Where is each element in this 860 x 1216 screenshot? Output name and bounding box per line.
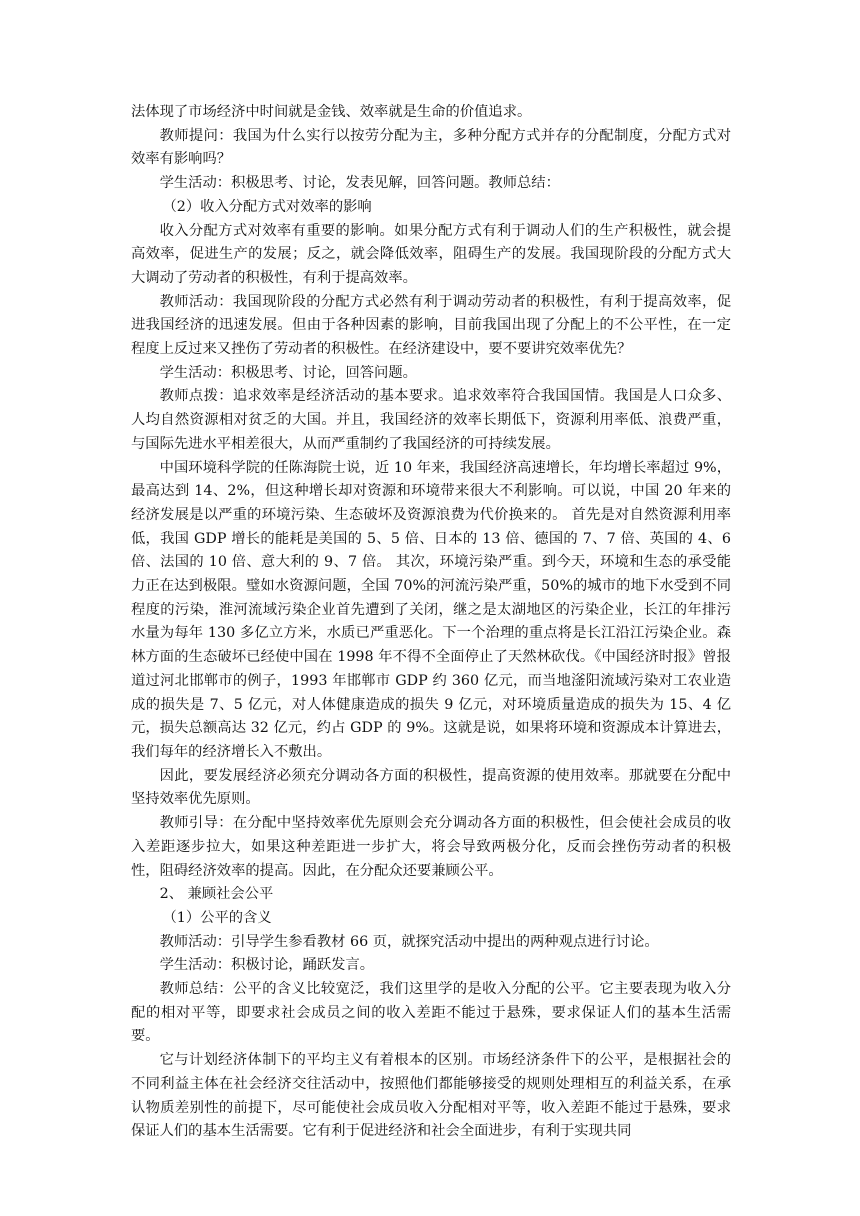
paragraph-10: 因此，要发展经济必须充分调动各方面的积极性，提高资源的使用效率。那就要在分配中坚持效率优先原则。 [131, 767, 731, 808]
paragraph-2: 教师提问：我国为什么实行以按劳分配为主，多种分配方式并存的分配制度，分配方式对效率有影响吗？ [131, 127, 731, 168]
subheading-2: （2）收入分配方式对效率的影响 [162, 198, 372, 215]
paragraph-15: 学生活动：积极讨论，踊跃发言。 [159, 957, 375, 974]
paragraph-3: 学生活动：积极思考、讨论，发表见解，回答问题。教师总结： [159, 175, 560, 192]
document-page [131, 101, 731, 1144]
paragraph-9: 中国环境科学院的任陈海院士说，近 10 年来，我国经济高速增长，年均增长率超过 9%，最高达到 14、2%，但这种增长却对资源和环境带来很大不利影响。可以说，中国 20 年来的经济发展是以严重的环境污染、生态破坏及资源浪费为代价换来的。 首先是对自然资源利用率低，我国 GDP 增长的能耗是美国的 5、5 倍、日本的 13 倍、德国的 7、7 倍、英国的 4、6 倍、法国的 10 倍、意大利的 9、7 倍。 其次，环境污染严重。到今天，环境和生态的承受能力正在达到极限。璧如水资源问题，全国 70%的河流污染严重，50%的城市的地下水受到不同程度的污染，淮河流域污染企业首先遭到了关闭，继之是太湖地区的污染企业，长江的年排污水量为每年 130 多亿立方米，水质已严重恶化。下一个治理的重点将是长江沿江污染企业。森林方面的生态破坏已经使中国在 1998 年不得不全面停止了天然林砍伐。《中国经济时报》曾报道过河北邯郸市的例子，1993 年邯郸市 GDP 约 360 亿元，而当地滏阳流域污染对工农业造成的损失是 7、5 亿元，对人体健康造成的损失 9 亿元，对环境质量造成的损失为 15、4 亿元，损失总额高达 32 亿元，约占 GDP 的 9%。这就是说，如果将环境和资源成本计算进去，我们每年的经济增长入不敷出。 [131, 459, 731, 760]
paragraph-1: 法体现了市场经济中时间就是金钱、效率就是生命的价值追求。 [131, 104, 532, 120]
paragraph-7: 学生活动：积极思考、讨论，回答问题。 [159, 364, 417, 381]
subheading-1: （1）公平的含义 [162, 909, 272, 926]
paragraph-8: 教师点拨：追求效率是经济活动的基本要求。追求效率符合我国国情。我国是人口众多、人均自然资源相对贫乏的大国。并且，我国经济的效率长期低下，资源利用率低、浪费严重，与国际先进水平相差很大，从而严重制约了我国经济的可持续发展。 [131, 388, 731, 452]
section-heading-2: 2、 兼顾社会公平 [159, 886, 274, 903]
paragraph-6: 教师活动：我国现阶段的分配方式必然有利于调动劳动者的积极性，有利于提高效率，促进我国经济的迅速发展。但由于各种因素的影响，目前我国出现了分配上的不公平性，在一定程度上反过来又挫伤了劳动者的积极性。在经济建设中，要不要讲究效率优先？ [131, 293, 731, 358]
paragraph-11: 教师引导：在分配中坚持效率优先原则会充分调动各方面的积极性，但会使社会成员的收入差距逐步拉大，如果这种差距进一步扩大，将会导致两极分化，反而会挫伤劳动者的积极性，阻碍经济效率的提高。因此，在分配众还要兼顾公平。 [131, 815, 731, 879]
paragraph-5: 收入分配方式对效率有重要的影响。如果分配方式有利于调动人们的生产积极性，就会提高效率，促进生产的发展；反之，就会降低效率，阻碍生产的发展。我国现阶段的分配方式大大调动了劳动者的积极性，有利于提高效率。 [131, 222, 731, 286]
paragraph-14: 教师活动：引导学生参看教材 66 页，就探究活动中提出的两种观点进行讨论。 [159, 933, 659, 950]
paragraph-16: 教师总结：公平的含义比较宽泛，我们这里学的是收入分配的公平。它主要表现为收入分配的相对平等，即要求社会成员之间的收入差距不能过于悬殊，要求保证人们的基本生活需要。 [131, 981, 731, 1045]
paragraph-17: 它与计划经济体制下的平均主义有着根本的区别。市场经济条件下的公平，是根据社会的不同利益主体在社会经济交往活动中，按照他们都能够接受的规则处理相互的利益关系，在承认物质差别性的前提下，尽可能使社会成员收入分配相对平等，收入差距不能过于悬殊，要求保证人们的基本生活需要。它有利于促进经济和社会全面进步，有利于实现共同 [131, 1052, 731, 1140]
